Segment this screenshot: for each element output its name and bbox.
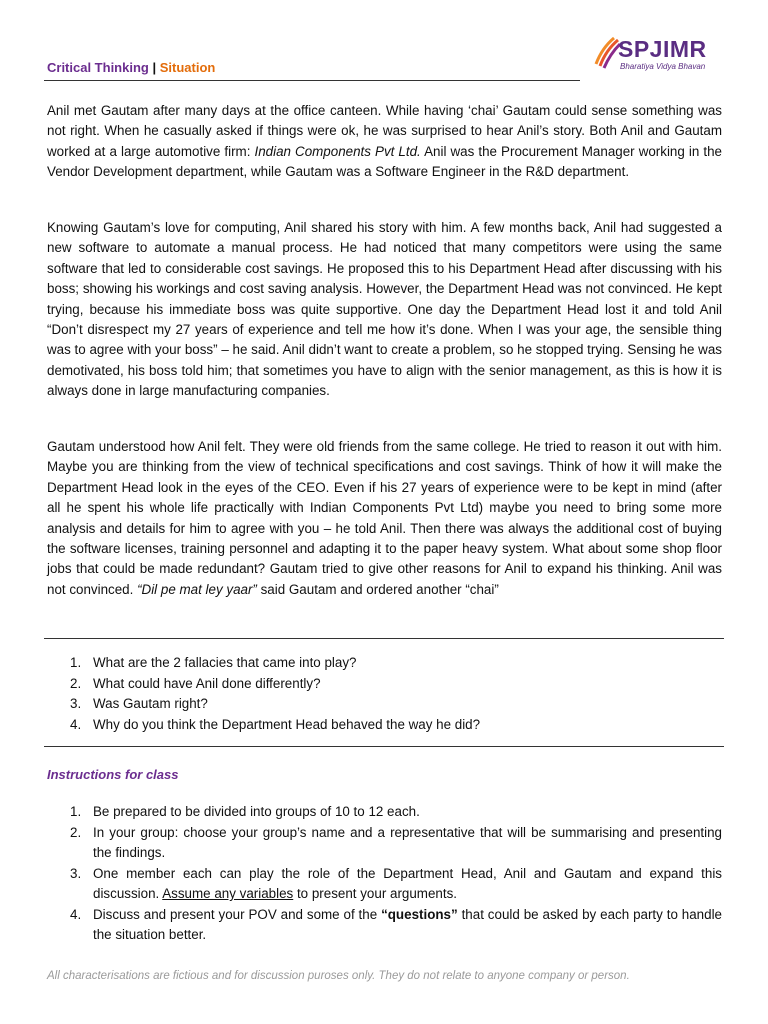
logo-text: SPJIMR	[618, 36, 707, 62]
header-title-critical-thinking: Critical Thinking	[47, 60, 149, 75]
paragraph-1-part-a: Anil met Gautam after many days at the office canteen. While having ‘chai’ Gautam could sense something was not right. When he casually asked if things were ok, he was surprised to hear Anil’s story. Both Anil and Gautam worked at a large automotive firm:	[47, 103, 722, 159]
question-number: 3.	[70, 696, 82, 711]
instruction-bold-phrase: “questions”	[381, 906, 458, 922]
hindi-quote: “Dil pe mat ley yaar”	[137, 581, 257, 597]
paragraph-2: Knowing Gautam’s love for computing, Anil shared his story with him. A few months back, Anil had suggested a new software to automate a manual process. He had noticed that many competitors were using the same software that led to considerable cost savings. He proposed this to his Department Head after discussing with his boss; showing his workings and cost saving analysis. However, the Department Head was not convinced. He kept trying, because his immediate boss was quite supportive. One day the Department Head lost it and told Anil “Don’t disrespect my 27 years of experience and tell me how it’s done. When I was your age, the sensible thing was to agree with your boss” – he said. Anil didn’t want to create a problem, so he stopped trying. Sensing he was demotivated, his boss told him; that sometimes you have to align with the senior management, as this is how it is always done in large manufacturing companies.	[47, 220, 722, 399]
divider-bottom	[44, 746, 724, 747]
instruction-list	[47, 802, 722, 946]
header-separator: |	[152, 60, 157, 75]
question-text: What could have Anil done differently?	[93, 675, 321, 691]
paragraph-1	[47, 101, 722, 183]
question-number: 4.	[70, 716, 82, 732]
question-text: Was Gautam right?	[93, 696, 208, 711]
question-number: 2.	[70, 675, 82, 691]
question-item	[47, 674, 722, 695]
question-number: 1.	[70, 655, 82, 670]
instruction-item	[47, 864, 722, 905]
instruction-text: Be prepared to be divided into groups of 10 to 12 each.	[93, 804, 420, 819]
paragraph-3	[47, 437, 722, 600]
instruction-text-a: One member each can play the role of the Department Head, Anil and Gautam and expand this discussion.	[93, 865, 722, 901]
instructions-title: Instructions for class	[47, 767, 179, 782]
instruction-text: In your group: choose your group’s name and a representative that will be summarising and presenting the findings.	[93, 824, 722, 860]
page-header	[47, 60, 215, 75]
question-item	[47, 653, 722, 674]
instruction-item	[47, 905, 722, 946]
question-list	[47, 653, 722, 735]
instruction-text-b: that could be asked by each party to handle the situation better.	[93, 906, 722, 942]
paragraph-3-part-b: said Gautam and ordered another “chai”	[256, 581, 499, 597]
instruction-number: 2.	[70, 824, 82, 840]
instruction-item	[47, 802, 722, 823]
instruction-number: 4.	[70, 906, 82, 922]
question-text: What are the 2 fallacies that came into play?	[93, 655, 357, 670]
paragraph-1-part-b: Anil was the Procurement Manager working in the Vendor Development department, while Gautam was a Software Engineer in the R&D department.	[47, 143, 722, 180]
divider-top	[44, 638, 724, 639]
question-item	[47, 694, 722, 715]
instruction-item	[47, 823, 722, 864]
instruction-text-a: Discuss and present your POV and some of the	[93, 906, 382, 922]
spjimr-logo	[592, 32, 722, 74]
instruction-number: 3.	[70, 865, 82, 881]
question-text: Why do you think the Department Head behaved the way he did?	[93, 716, 481, 732]
instruction-underlined-phrase: Assume any variables	[162, 886, 294, 901]
header-title-situation: Situation	[159, 60, 216, 75]
company-name: Indian Components Pvt Ltd.	[254, 143, 421, 159]
question-item	[47, 715, 722, 736]
instruction-number: 1.	[70, 804, 82, 819]
paragraph-3-part-a: Gautam understood how Anil felt. They were old friends from the same college. He tried to reason it out with him. Maybe you are thinking from the view of technical specifications and cost savings. Think of how it will make the Department Head look in the eyes of the CEO. Even if his 27 years of experience were to be kept in mind (after all he spent his whole life practically with Indian Components Pvt Ltd) maybe you need to bring some more analysis and details for him to agree with you – he told Anil. Then there was always the additional cost of buying the software licenses, training personnel and adapting it to the paper heavy system. What about some shop floor jobs that could be made redundant? Gautam tried to give other reasons for Anil to expand his thinking. Anil was not convinced.	[47, 439, 722, 597]
header-divider	[44, 80, 580, 81]
logo-tagline: Bharatiya Vidya Bhavan	[620, 62, 706, 71]
instruction-text-b: to present your arguments.	[293, 886, 457, 901]
disclaimer-footer: All characterisations are fictious and for discussion puroses only. They do not relate to anyone company or person.	[47, 970, 630, 982]
